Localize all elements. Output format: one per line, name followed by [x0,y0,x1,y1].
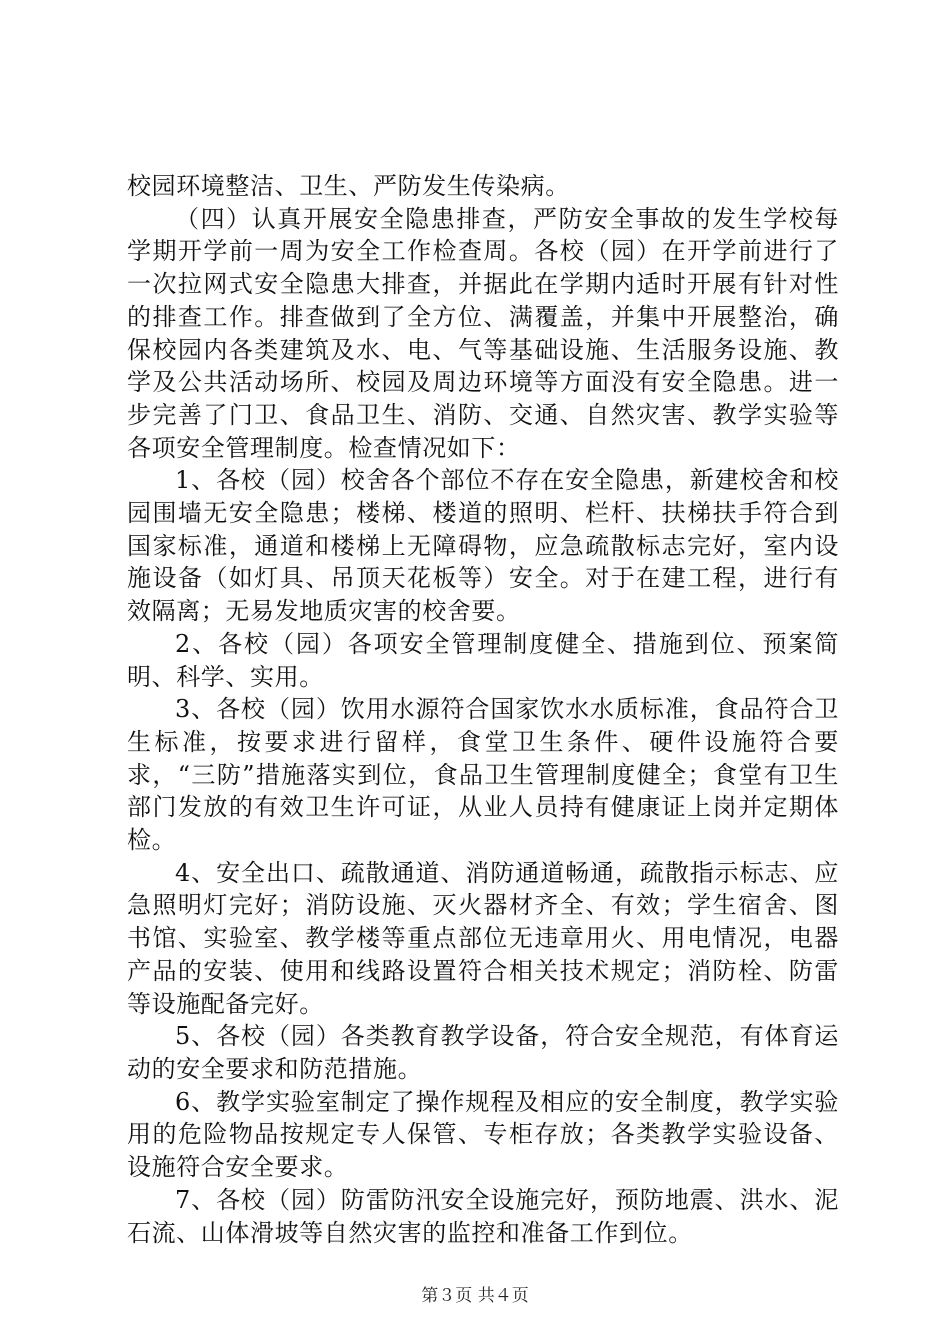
paragraph-continuation: 校园环境整洁、卫生、严防发生传染病。 [127,172,570,200]
paragraph-item-6: 6、教学实验室制定了操作规程及相应的安全制度，教学实验用的危险物品按规定专人保管、专柜存放；各类教学实验设备、设施符合安全要求。 [127,1087,839,1182]
paragraph-item-2: 2、各校（园）各项安全管理制度健全、措施到位、预案简明、科学、实用。 [127,629,839,691]
document-body [127,170,839,1249]
paragraph-item-7: 7、各校（园）防雷防汛安全设施完好，预防地震、洪水、泥石流、山体滑坡等自然灾害的监控和准备工作到位。 [127,1185,839,1247]
paragraph-item-3: 3、各校（园）饮用水源符合国家饮水水质标准，食品符合卫生标准，按要求进行留样，食堂卫生条件、硬件设施符合要求，“三防”措施落实到位，食品卫生管理制度健全；食堂有卫生部门发放的有效卫生许可证，从业人员持有健康证上岗并定期体检。 [127,695,839,855]
paragraph-item-4: 4、安全出口、疏散通道、消防通道畅通，疏散指示标志、应急照明灯完好；消防设施、灭火器材齐全、有效；学生宿舍、图书馆、实验室、教学楼等重点部位无违章用火、用电情况，电器产品的安装、使用和线路设置符合相关技术规定；消防栓、防雷等设施配备完好。 [127,858,839,1018]
paragraph-item-1: 1、各校（园）校舍各个部位不存在安全隐患，新建校舍和校园围墙无安全隐患；楼梯、楼道的照明、栏杆、扶梯扶手符合到国家标准，通道和楼梯上无障碍物，应急疏散标志完好，室内设施设备（如灯具、吊顶天花板等）安全。对于在建工程，进行有效隔离；无易发地质灾害的校舍要。 [127,466,839,626]
page-footer: 第３页 共４页 [421,1286,529,1306]
paragraph-section-four: （四）认真开展安全隐患排查，严防安全事故的发生学校每学期开学前一周为安全工作检查周。各校（园）在开学前进行了一次拉网式安全隐患大排查，并据此在学期内适时开展有针对性的排查工作。排查做到了全方位、满覆盖，并集中开展整治，确保校园内各类建筑及水、电、气等基础设施、生活服务设施、教学及公共活动场所、校园及周边环境等方面没有安全隐患。进一步完善了门卫、食品卫生、消防、交通、自然灾害、教学实验等各项安全管理制度。检查情况如下： [127,204,839,462]
paragraph-item-5: 5、各校（园）各类教育教学设备，符合安全规范，有体育运动的安全要求和防范措施。 [127,1022,839,1083]
